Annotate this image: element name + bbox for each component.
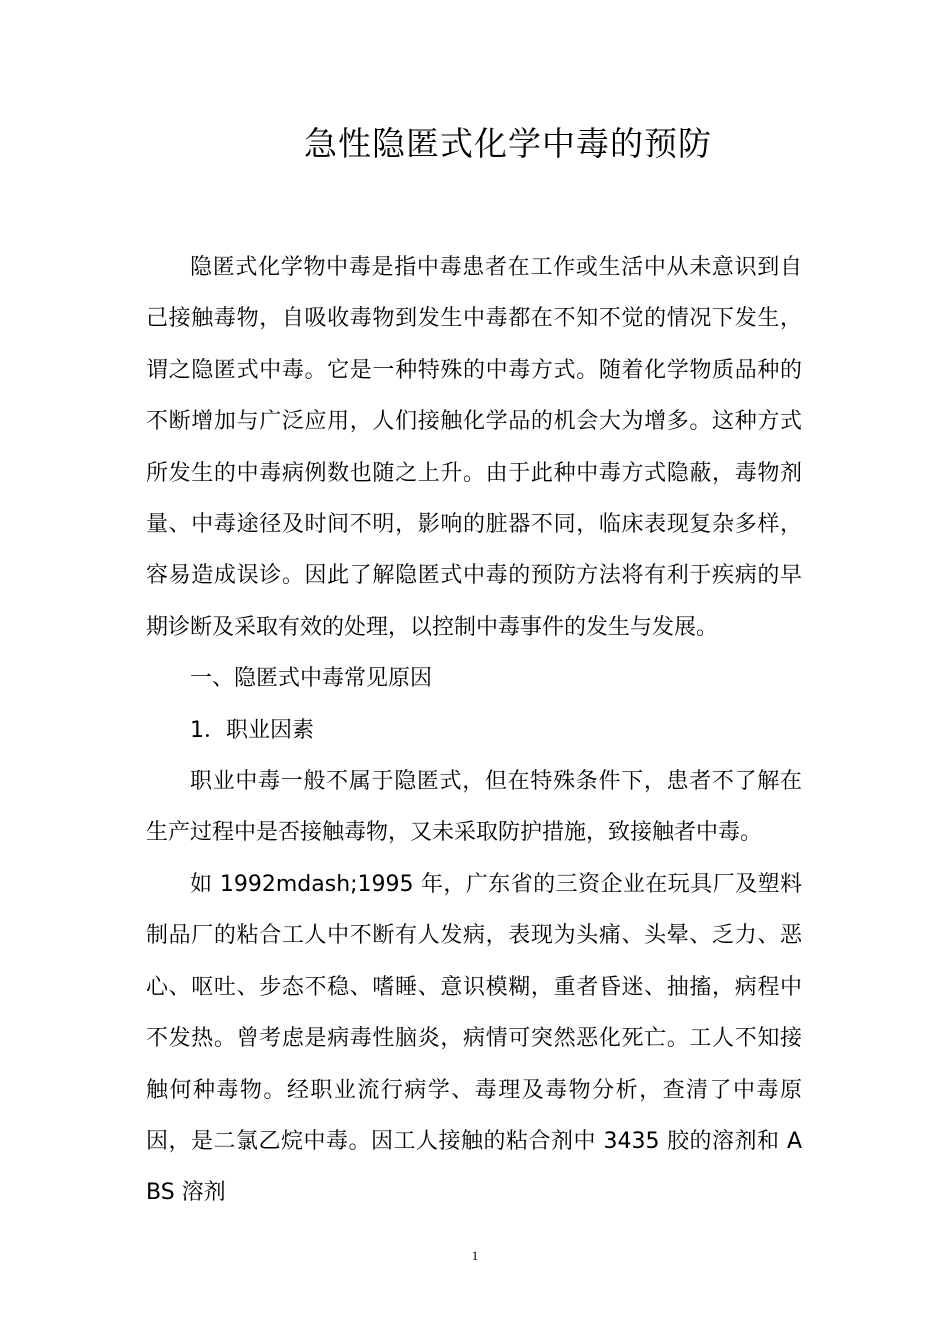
paragraph-intro: 隐匿式化学物中毒是指中毒患者在工作或生活中从未意识到自己接触毒物，自吸收毒物到发生中毒都在不知不觉的情况下发生，谓之隐匿式中毒。它是一种特殊的中毒方式。随着化学物质品种的不断增加与广泛应用，人们接触化学品的机会大为增多。这种方式所发生的中毒病例数也随之上升。由于此种中毒方式隐蔽，毒物剂量、中毒途径及时间不明，影响的脏器不同，临床表现复杂多样，容易造成误诊。因此了解隐匿式中毒的预防方法将有利于疾病的早期诊断及采取有效的处理，以控制中毒事件的发生与发展。 [146,255,802,640]
document-title: 急性隐匿式化学中毒的预防 [304,124,712,163]
subsection-heading-occupational: 1．职业因素 [190,717,314,743]
paragraph-case-example: 如 1992mdash;1995 年，广东省的三资企业在玩具厂及塑料制品厂的粘合工人中不断有人发病，表现为头痛、头晕、乏力、恶心、呕吐、步态不稳、嗜睡、意识模糊，重者昏迷、抽搐，病程中不发热。曾考虑是病毒性脑炎，病情可突然恶化死亡。工人不知接触何种毒物。经职业流行病学、毒理及毒物分析，查清了中毒原因，是二氯乙烷中毒。因工人接触的粘合剂中 3435 胶的溶剂和 ABS 溶剂 [146,871,802,1206]
page-number: 1 [471,1248,479,1263]
document-body [146,242,802,1219]
section-heading-causes: 一、隐匿式中毒常见原因 [190,666,433,692]
paragraph-occupational: 职业中毒一般不属于隐匿式，但在特殊条件下，患者不了解在生产过程中是否接触毒物，又未采取防护措施，致接触者中毒。 [146,769,802,846]
